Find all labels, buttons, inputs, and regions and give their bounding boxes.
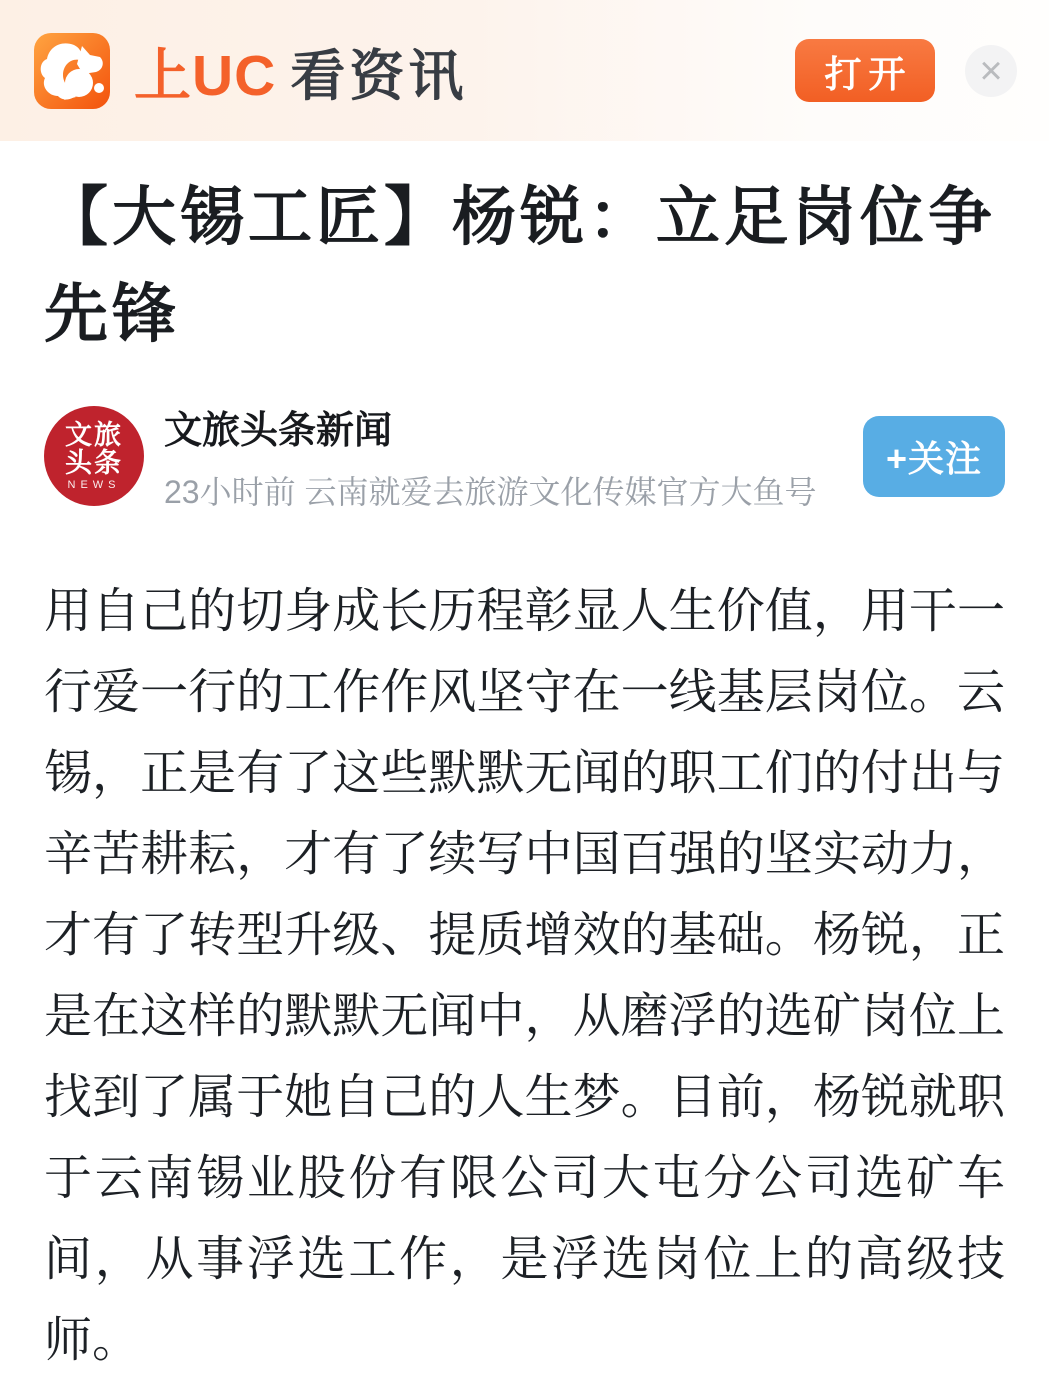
avatar-text-line2: 头条 [65,448,123,478]
open-app-button[interactable]: 打开 [795,39,935,102]
article-title: 【大锡工匠】杨锐：立足岗位争先锋 [44,181,996,350]
author-name[interactable]: 文旅头条新闻 [164,410,393,452]
author-row [44,399,1005,513]
close-banner-button[interactable] [965,45,1017,97]
banner-slogan [134,30,467,112]
article-body: 用自己的切身成长历程彰显人生价值，用干一行爱一行的工作作风坚守在一线基层岗位。云锡，正是有了这些默默无闻的职工们的付出与辛苦耕耘，才有了续写中国百强的坚实动力，才有了转型升级、提质增效的基础。杨锐，正是在这样的默默无闻中，从磨浮的选矿岗位上找到了属于她自己的人生梦。目前，杨锐就职于云南锡业股份有限公司大屯分公司选矿车间，从事浮选工作，是浮选岗位上的高级技师。 [44,585,1005,1367]
avatar-text-line1: 文旅 [65,420,123,450]
author-info [164,399,817,513]
author-meta: 23小时前 云南就爱去旅游文化传媒官方大鱼号 [164,474,817,510]
avatar-text-news: NEWS [67,479,121,491]
article-container [0,169,1049,1381]
brand-uc-text: 上UC [134,43,277,108]
brand-slogan-text: 看资讯 [290,44,468,107]
promo-banner [0,0,1049,141]
author-avatar[interactable] [44,406,144,506]
follow-button[interactable]: +关注 [863,416,1005,497]
close-icon: × [979,48,1003,93]
uc-browser-logo-icon [34,33,110,109]
